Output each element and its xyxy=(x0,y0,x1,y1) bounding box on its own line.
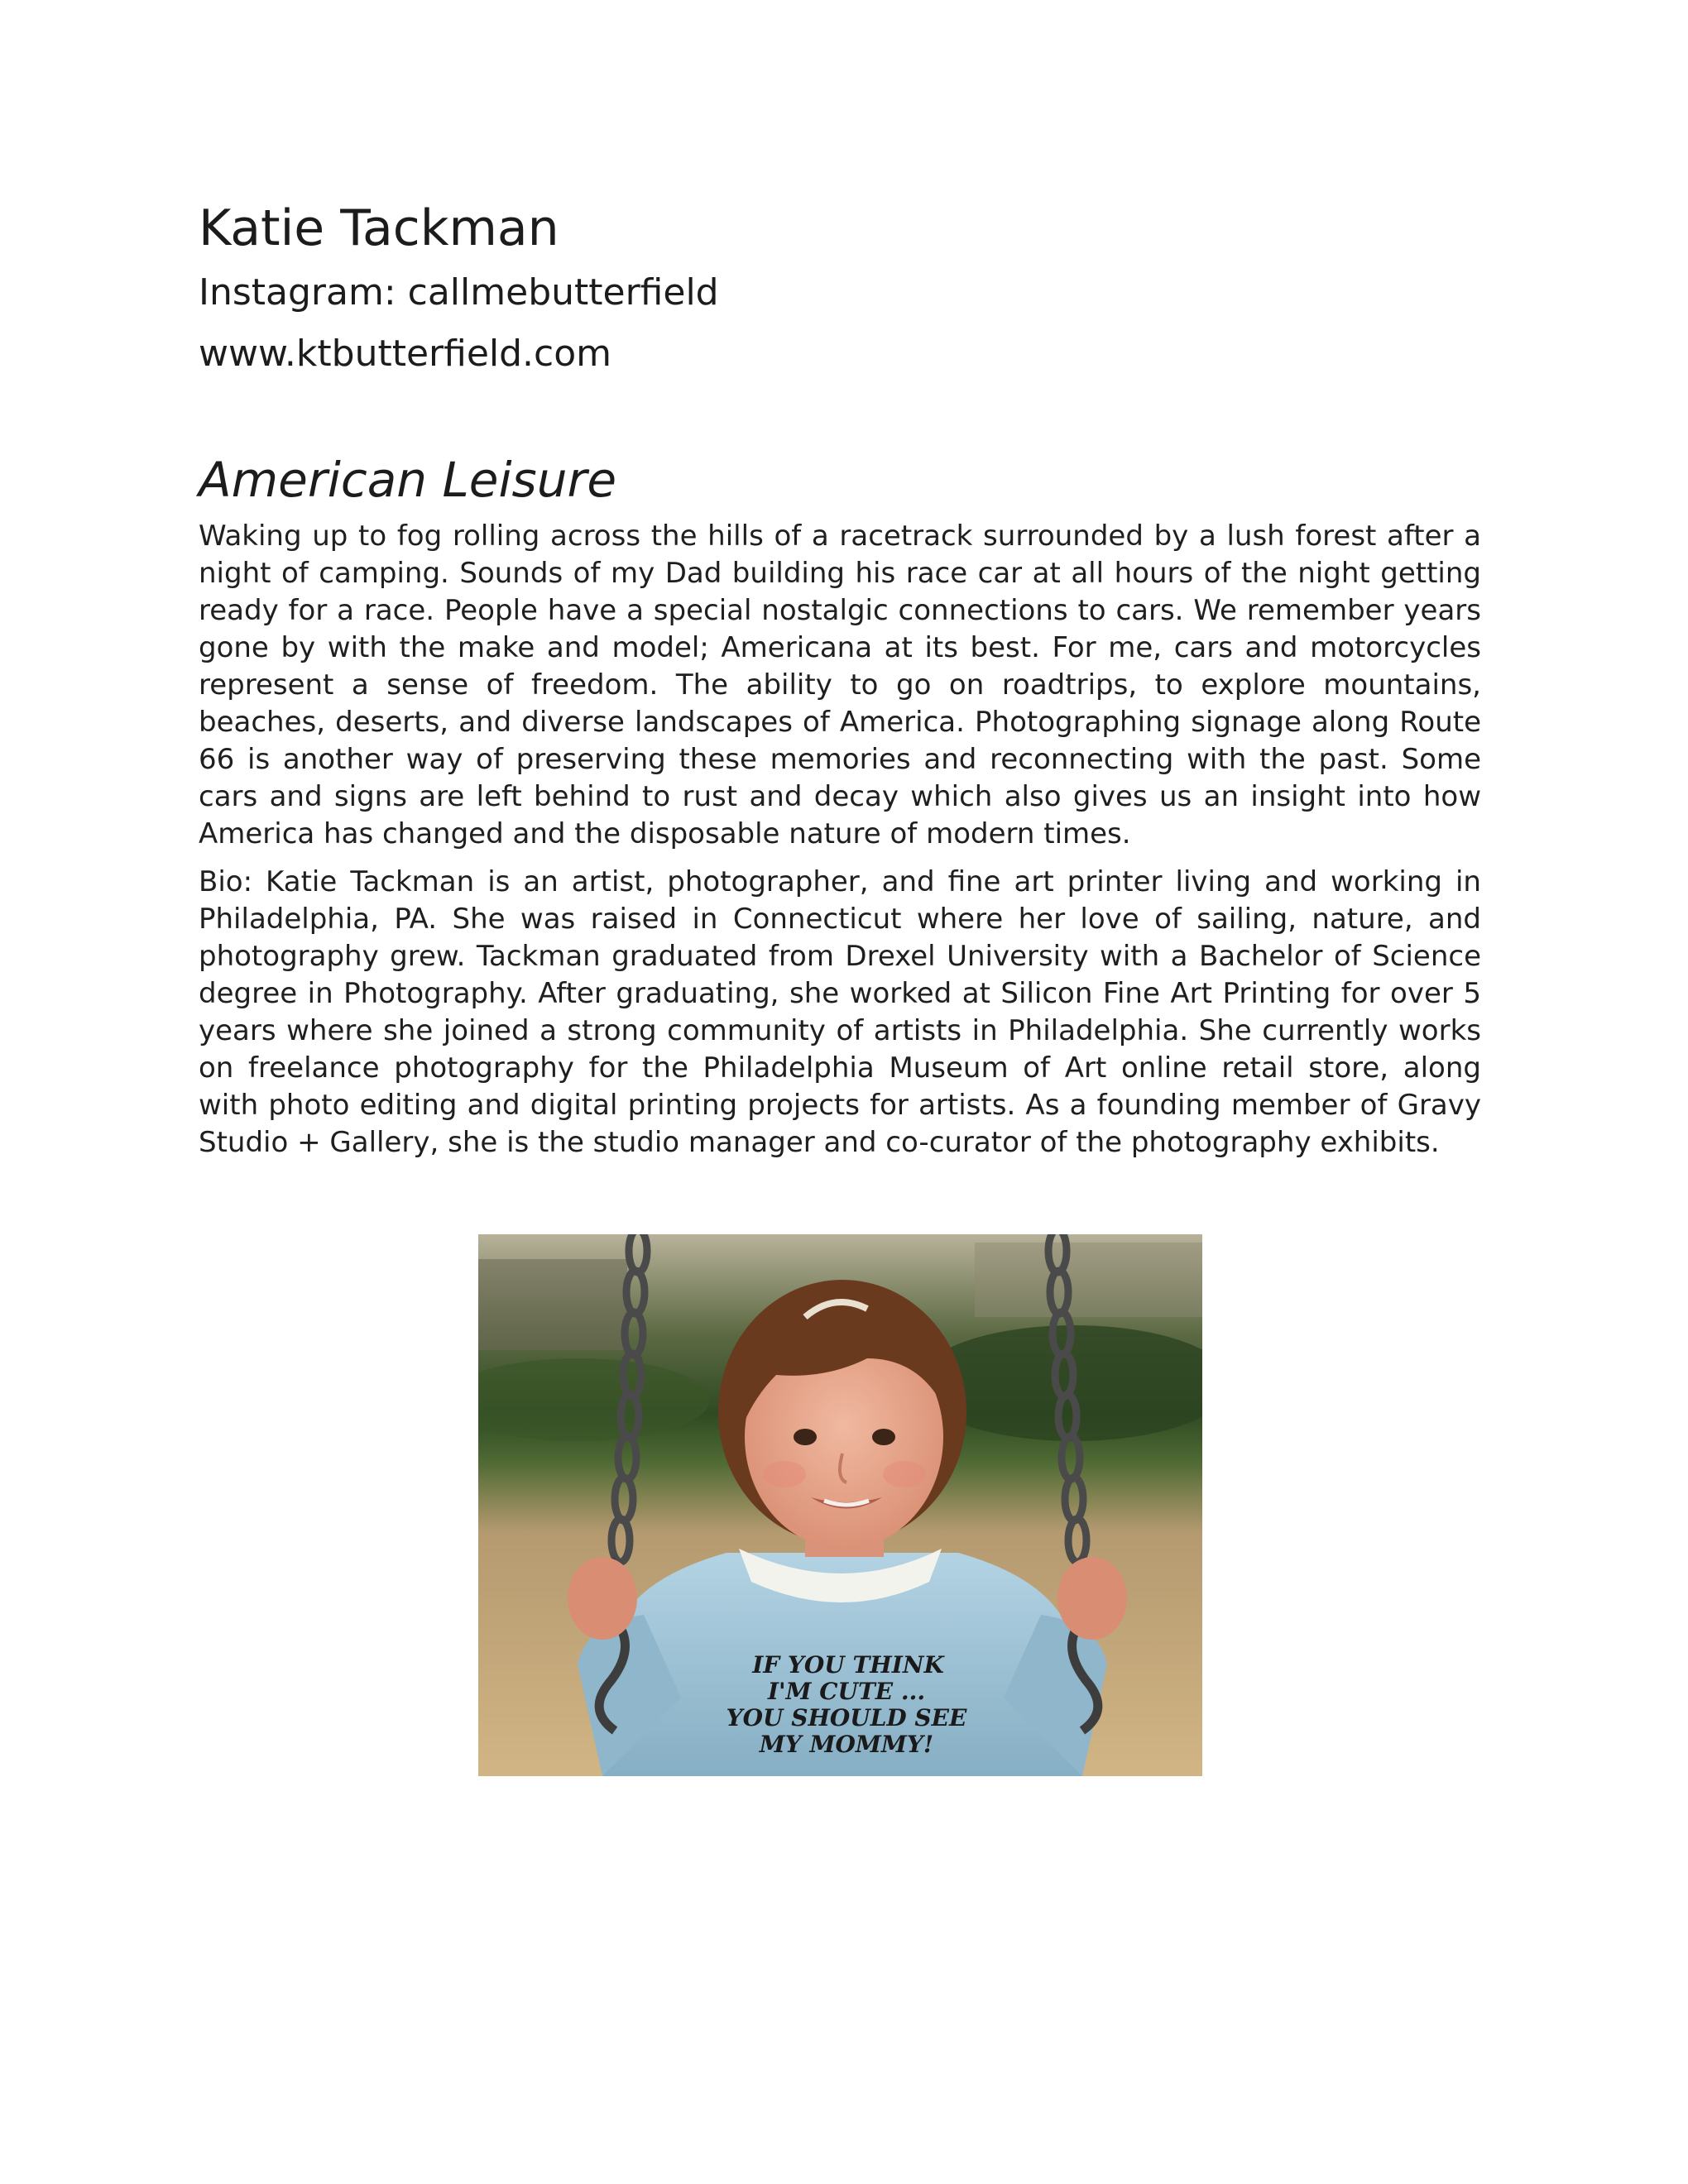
instagram-handle: Instagram: callmebutterfield xyxy=(199,271,719,314)
shirt-line-4: MY MOMMY! xyxy=(759,1731,934,1758)
artist-bio: Bio: Katie Tackman is an artist, photographer, and fine art printer living and working in Philadelphia, PA. She was raised in Connecticut where her love of sailing, nature, and photography grew. Tackman graduated from Drexel University with a Bachelor of Science degree in Photography. After graduating, she worked at Silicon Fine Art Printing for over 5 years where she joined a strong community of artists in Philadelphia. She currently works on freelance photography for the Philadelphia Museum of Art online retail store, along with photo editing and digital printing projects for artists. As a founding member of Gravy Studio + Gallery, she is the studio manager and co-curator of the photography exhibits. xyxy=(199,865,1481,1159)
shirt-line-1: IF YOU THINK xyxy=(752,1651,944,1679)
childhood-photo xyxy=(478,1234,1202,1776)
shirt-line-2: I'M CUTE ... xyxy=(767,1678,926,1705)
shirt-line-3: YOU SHOULD SEE xyxy=(726,1704,967,1731)
shirt-print xyxy=(727,1651,967,1758)
website-url: www.ktbutterfield.com xyxy=(199,333,612,375)
childhood-photo-illustration xyxy=(478,1234,1202,1776)
series-title: American Leisure xyxy=(199,452,617,508)
artist-statement: Waking up to fog rolling across the hills of a racetrack surrounded by a lush forest after a night of camping. Sounds of my Dad building his race car at all hours of the night getting ready for a race. People have a special nostalgic connections to cars. We remember years gone by with the make and model; Americana at its best. For me, cars and motorcycles represent a sense of freedom. The ability to go on roadtrips, to explore mountains, beaches, deserts, and diverse landscapes of America. Photographing signage along Route 66 is another way of preserving these memories and reconnecting with the past. Some cars and signs are left behind to rust and decay which also gives us an insight into how America has changed and the disposable nature of modern times. xyxy=(199,520,1481,850)
author-name: Katie Tackman xyxy=(199,199,559,257)
